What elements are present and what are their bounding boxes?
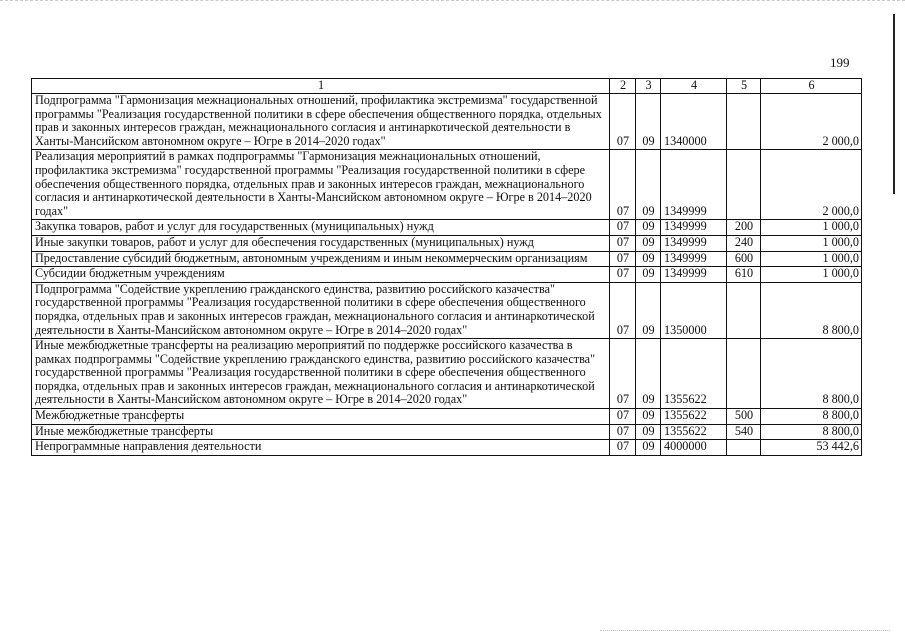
row-name-cell: Межбюджетные трансферты bbox=[32, 409, 610, 425]
row-section-cell: 07 bbox=[610, 235, 636, 251]
row-section-cell: 07 bbox=[610, 220, 636, 236]
row-amount-cell: 1 000,0 bbox=[761, 220, 862, 236]
page-number: 199 bbox=[830, 55, 850, 70]
row-target-article-cell: 4000000 bbox=[661, 440, 727, 456]
row-section-cell: 07 bbox=[610, 440, 636, 456]
row-expense-type-cell: 540 bbox=[727, 424, 761, 440]
table-row bbox=[32, 267, 862, 283]
row-target-article-cell: 1349999 bbox=[661, 235, 727, 251]
row-amount-cell: 2 000,0 bbox=[761, 150, 862, 220]
row-section-cell: 07 bbox=[610, 282, 636, 338]
row-target-article-cell: 1340000 bbox=[661, 94, 727, 150]
row-section-cell: 07 bbox=[610, 339, 636, 409]
row-subsection-cell: 09 bbox=[636, 409, 661, 425]
row-subsection-cell: 09 bbox=[636, 424, 661, 440]
row-amount-cell: 8 800,0 bbox=[761, 409, 862, 425]
row-amount-cell: 1 000,0 bbox=[761, 267, 862, 283]
row-expense-type-cell bbox=[727, 339, 761, 409]
row-subsection-cell: 09 bbox=[636, 220, 661, 236]
header-cell-4: 4 bbox=[661, 79, 727, 94]
row-target-article-cell: 1350000 bbox=[661, 282, 727, 338]
row-expense-type-cell bbox=[727, 440, 761, 456]
row-amount-cell: 2 000,0 bbox=[761, 94, 862, 150]
row-target-article-cell: 1355622 bbox=[661, 339, 727, 409]
row-amount-cell: 8 800,0 bbox=[761, 282, 862, 338]
row-name-cell: Предоставление субсидий бюджетным, автономным учреждениям и иным некоммерческим организациям bbox=[32, 251, 610, 267]
row-name-cell: Реализация мероприятий в рамках подпрограммы "Гармонизация межнациональных отношений, профилактика экстремизма" государственной программы "Реализация государственной политики в сфере обеспечения общественного порядка, отдельных прав и законных интересов граждан, межнационального согласия и антинаркотической деятельности в Ханты-Мансийском автономном округе – Югре в 2014–2020 годах" bbox=[32, 150, 610, 220]
row-subsection-cell: 09 bbox=[636, 235, 661, 251]
row-expense-type-cell: 240 bbox=[727, 235, 761, 251]
row-section-cell: 07 bbox=[610, 251, 636, 267]
row-expense-type-cell: 500 bbox=[727, 409, 761, 425]
row-name-cell: Непрограммные направления деятельности bbox=[32, 440, 610, 456]
table-row bbox=[32, 220, 862, 236]
row-section-cell: 07 bbox=[610, 94, 636, 150]
scan-edge-bottom bbox=[600, 630, 890, 632]
header-cell-5: 5 bbox=[727, 79, 761, 94]
scan-edge-right bbox=[893, 14, 895, 194]
row-name-cell: Закупка товаров, работ и услуг для государственных (муниципальных) нужд bbox=[32, 220, 610, 236]
row-target-article-cell: 1355622 bbox=[661, 424, 727, 440]
header-cell-1: 1 bbox=[32, 79, 610, 94]
row-target-article-cell: 1349999 bbox=[661, 150, 727, 220]
row-subsection-cell: 09 bbox=[636, 251, 661, 267]
table-row bbox=[32, 409, 862, 425]
header-cell-2: 2 bbox=[610, 79, 636, 94]
table-row bbox=[32, 251, 862, 267]
table-row bbox=[32, 150, 862, 220]
row-target-article-cell: 1355622 bbox=[661, 409, 727, 425]
row-target-article-cell: 1349999 bbox=[661, 251, 727, 267]
row-amount-cell: 8 800,0 bbox=[761, 339, 862, 409]
row-name-cell: Иные межбюджетные трансферты на реализацию мероприятий по поддержке российского казачества в рамках подпрограммы "Содействие укреплению гражданского единства, развитию российского казачества" государственной программы "Реализация государственной политики в сфере обеспечения общественного порядка, отдельных прав и законных интересов граждан, межнационального согласия и антинаркотической деятельности в Ханты-Мансийском автономном округе – Югре в 2014–2020 годах" bbox=[32, 339, 610, 409]
row-section-cell: 07 bbox=[610, 409, 636, 425]
table-header-row bbox=[32, 79, 862, 94]
row-subsection-cell: 09 bbox=[636, 282, 661, 338]
row-section-cell: 07 bbox=[610, 267, 636, 283]
row-subsection-cell: 09 bbox=[636, 267, 661, 283]
row-name-cell: Подпрограмма "Гармонизация межнациональных отношений, профилактика экстремизма" государственной программы "Реализация государственной политики в сфере обеспечения общественного порядка, отдельных прав и законных интересов граждан, межнационального согласия и антинаркотической деятельности в Ханты-Мансийском автономном округе – Югре в 2014–2020 годах" bbox=[32, 94, 610, 150]
scan-edge-top bbox=[0, 0, 905, 4]
row-expense-type-cell: 200 bbox=[727, 220, 761, 236]
row-subsection-cell: 09 bbox=[636, 440, 661, 456]
table-row bbox=[32, 235, 862, 251]
row-amount-cell: 1 000,0 bbox=[761, 235, 862, 251]
row-name-cell: Иные межбюджетные трансферты bbox=[32, 424, 610, 440]
row-expense-type-cell: 600 bbox=[727, 251, 761, 267]
row-name-cell: Субсидии бюджетным учреждениям bbox=[32, 267, 610, 283]
row-expense-type-cell bbox=[727, 94, 761, 150]
table-row bbox=[32, 282, 862, 338]
row-section-cell: 07 bbox=[610, 150, 636, 220]
row-amount-cell: 53 442,6 bbox=[761, 440, 862, 456]
budget-table-body bbox=[32, 79, 862, 456]
row-subsection-cell: 09 bbox=[636, 150, 661, 220]
row-subsection-cell: 09 bbox=[636, 339, 661, 409]
row-target-article-cell: 1349999 bbox=[661, 220, 727, 236]
header-cell-3: 3 bbox=[636, 79, 661, 94]
table-row bbox=[32, 94, 862, 150]
row-section-cell: 07 bbox=[610, 424, 636, 440]
row-target-article-cell: 1349999 bbox=[661, 267, 727, 283]
row-name-cell: Иные закупки товаров, работ и услуг для обеспечения государственных (муниципальных) нужд bbox=[32, 235, 610, 251]
budget-table bbox=[31, 78, 862, 456]
row-expense-type-cell bbox=[727, 282, 761, 338]
row-amount-cell: 1 000,0 bbox=[761, 251, 862, 267]
table-row bbox=[32, 339, 862, 409]
table-row bbox=[32, 440, 862, 456]
row-expense-type-cell bbox=[727, 150, 761, 220]
header-cell-6: 6 bbox=[761, 79, 862, 94]
table-row bbox=[32, 424, 862, 440]
row-amount-cell: 8 800,0 bbox=[761, 424, 862, 440]
row-expense-type-cell: 610 bbox=[727, 267, 761, 283]
row-subsection-cell: 09 bbox=[636, 94, 661, 150]
row-name-cell: Подпрограмма "Содействие укреплению гражданского единства, развитию российского казачества" государственной программы "Реализация государственной политики в сфере обеспечения общественного порядка, отдельных прав и законных интересов граждан, межнационального согласия и антинаркотической деятельности в Ханты-Мансийском автономном округе – Югре в 2014–2020 годах" bbox=[32, 282, 610, 338]
